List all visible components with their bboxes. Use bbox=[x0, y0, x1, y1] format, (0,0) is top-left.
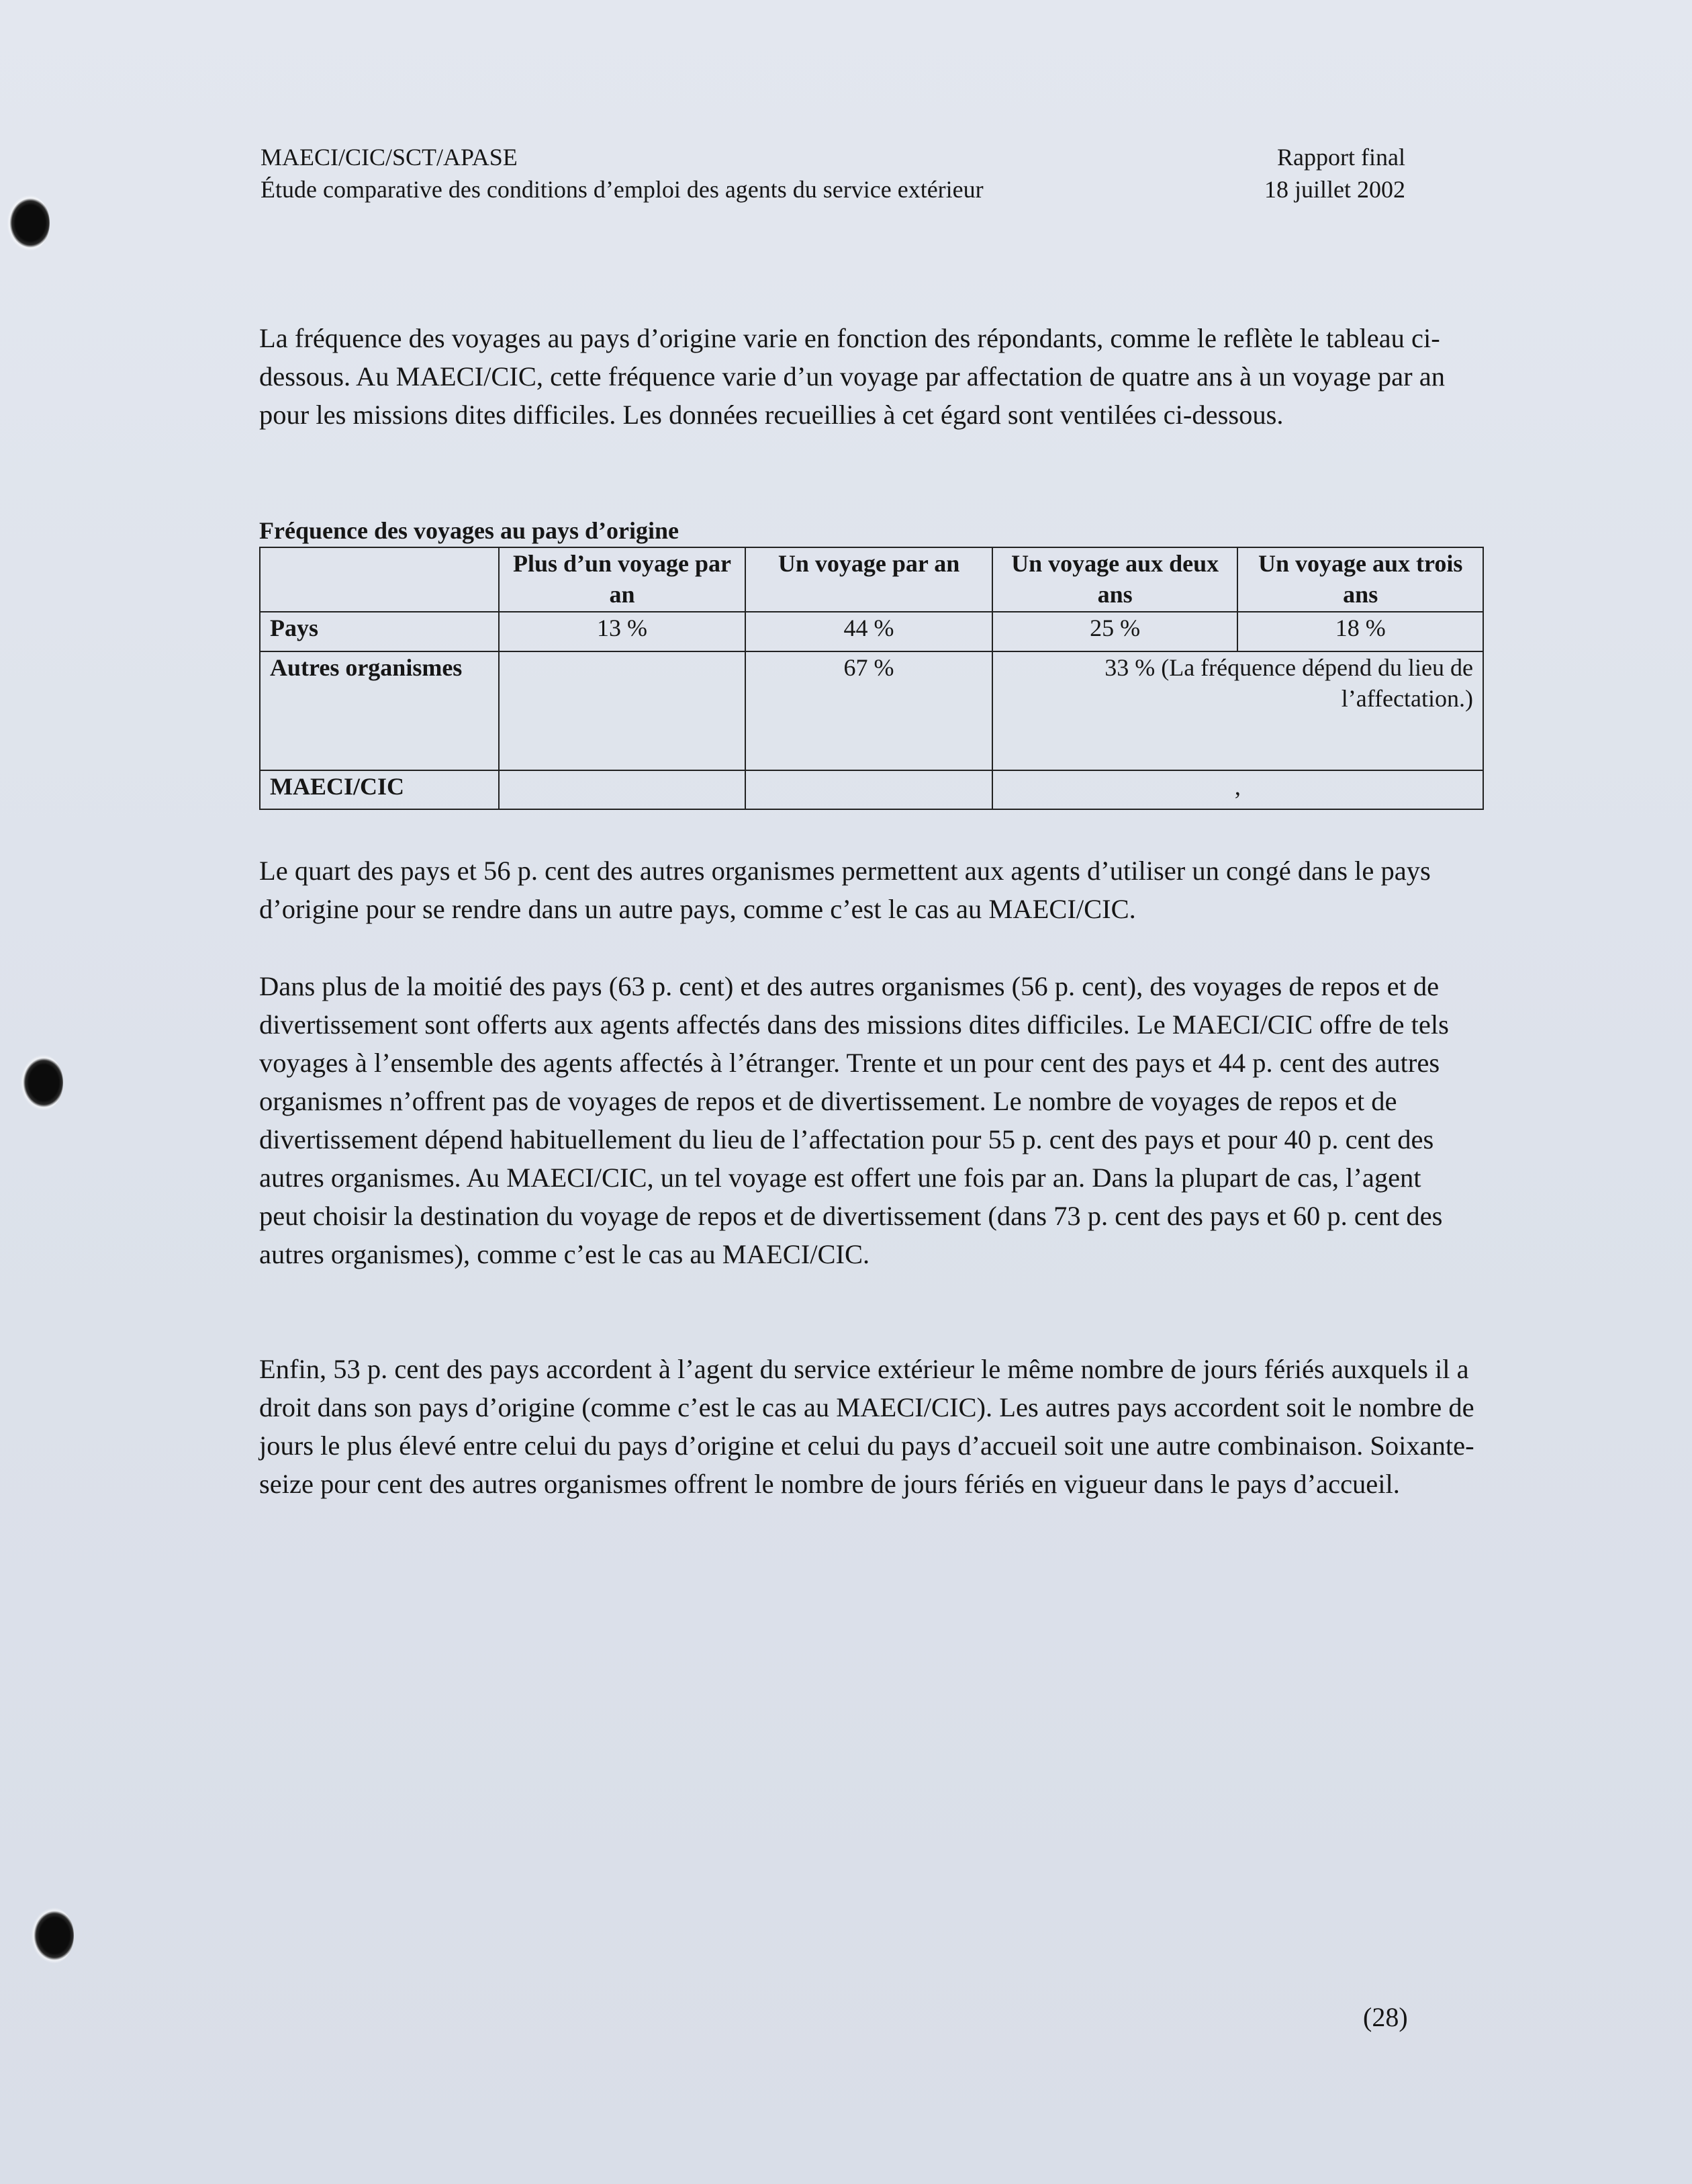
table-cell bbox=[499, 651, 746, 770]
table-cell: 13 % bbox=[499, 612, 746, 651]
table-cell: 18 % bbox=[1237, 612, 1483, 651]
header-report-type: Rapport final bbox=[1277, 144, 1405, 171]
header-org: MAECI/CIC/SCT/APASE bbox=[261, 144, 518, 171]
punch-hole-middle bbox=[20, 1054, 63, 1111]
table-cell bbox=[745, 770, 992, 809]
frequency-table bbox=[259, 547, 1484, 810]
row-label-pays: Pays bbox=[260, 612, 499, 651]
page-number: (28) bbox=[1363, 2002, 1408, 2032]
table-cell: , bbox=[992, 770, 1483, 809]
row-label-maeci-cic: MAECI/CIC bbox=[260, 770, 499, 809]
paragraph-jours-feries: Enfin, 53 p. cent des pays accordent à l’agent du service extérieur le même nombre de jours fériés auxquels il a droit dans son pays d’origine (comme c’est le cas au MAECI/CIC). Les autres pays accordent soit le nombre de jours le plus élevé entre celui du pays d’origine et celui du pays d’accueil soit une autre combinaison. Soixante-seize pour cent des autres organismes offrent le nombre de jours fériés en vigueur dans le pays d’accueil. bbox=[259, 1354, 1474, 1499]
table-cell bbox=[499, 770, 746, 809]
table-header-every-three-years: Un voyage aux trois ans bbox=[1237, 547, 1483, 612]
table-header-empty bbox=[260, 547, 499, 612]
paragraph-conge: Le quart des pays et 56 p. cent des autres organismes permettent aux agents d’utiliser un congé dans le pays d’origine pour se rendre dans un autre pays, comme c’est le cas au MAECI/CIC. bbox=[259, 856, 1431, 924]
table-row bbox=[260, 612, 1483, 651]
table-row bbox=[260, 651, 1483, 770]
row-label-autres-organismes: Autres organismes bbox=[260, 651, 499, 770]
table-header-one-per-year: Un voyage par an bbox=[745, 547, 992, 612]
intro-paragraph: La fréquence des voyages au pays d’origine varie en fonction des répondants, comme le reflète le tableau ci-dessous. Au MAECI/CIC, cette fréquence varie d’un voyage par affectation de quatre ans à un voyage par an pour les missions dites difficiles. Les données recueillies à cet égard sont ventilées ci-dessous. bbox=[259, 323, 1445, 430]
table-caption: Fréquence des voyages au pays d’origine bbox=[259, 517, 679, 544]
table-cell-merged: 33 % (La fréquence dépend du lieu de l’affectation.) bbox=[992, 651, 1483, 770]
table-header-row bbox=[260, 547, 1483, 612]
table-header-more-than-one: Plus d’un voyage par an bbox=[499, 547, 746, 612]
table-cell: 44 % bbox=[745, 612, 992, 651]
header-study-title: Étude comparative des conditions d’emploi des agents du service extérieur bbox=[261, 176, 984, 203]
table-cell: 67 % bbox=[745, 651, 992, 770]
table-header-every-two-years: Un voyage aux deux ans bbox=[992, 547, 1238, 612]
header-date: 18 juillet 2002 bbox=[1264, 176, 1405, 203]
table-cell: 25 % bbox=[992, 612, 1238, 651]
table-row bbox=[260, 770, 1483, 809]
punch-hole-bottom bbox=[31, 1907, 74, 1964]
paragraph-voyages-repos: Dans plus de la moitié des pays (63 p. cent) et des autres organismes (56 p. cent), des voyages de repos et de divertissement sont offerts aux agents affectés dans des missions dites difficiles. Le MAECI/CIC offre de tels voyages à l’ensemble des agents affectés à l’étranger. Trente et un pour cent des pays et 44 p. cent des autres organismes n’offrent pas de voyages de repos et de divertissement. Le nombre de voyages de repos et de divertissement dépend habituellement du lieu de l’affectation pour 55 p. cent des pays et pour 40 p. cent des autres organismes. Au MAECI/CIC, un tel voyage est offert une fois par an. Dans la plupart de cas, l’agent peut choisir la destination du voyage de repos et de divertissement (dans 73 p. cent des pays et 60 p. cent des autres organismes), comme c’est le cas au MAECI/CIC. bbox=[259, 971, 1449, 1269]
punch-hole-top bbox=[7, 195, 50, 251]
